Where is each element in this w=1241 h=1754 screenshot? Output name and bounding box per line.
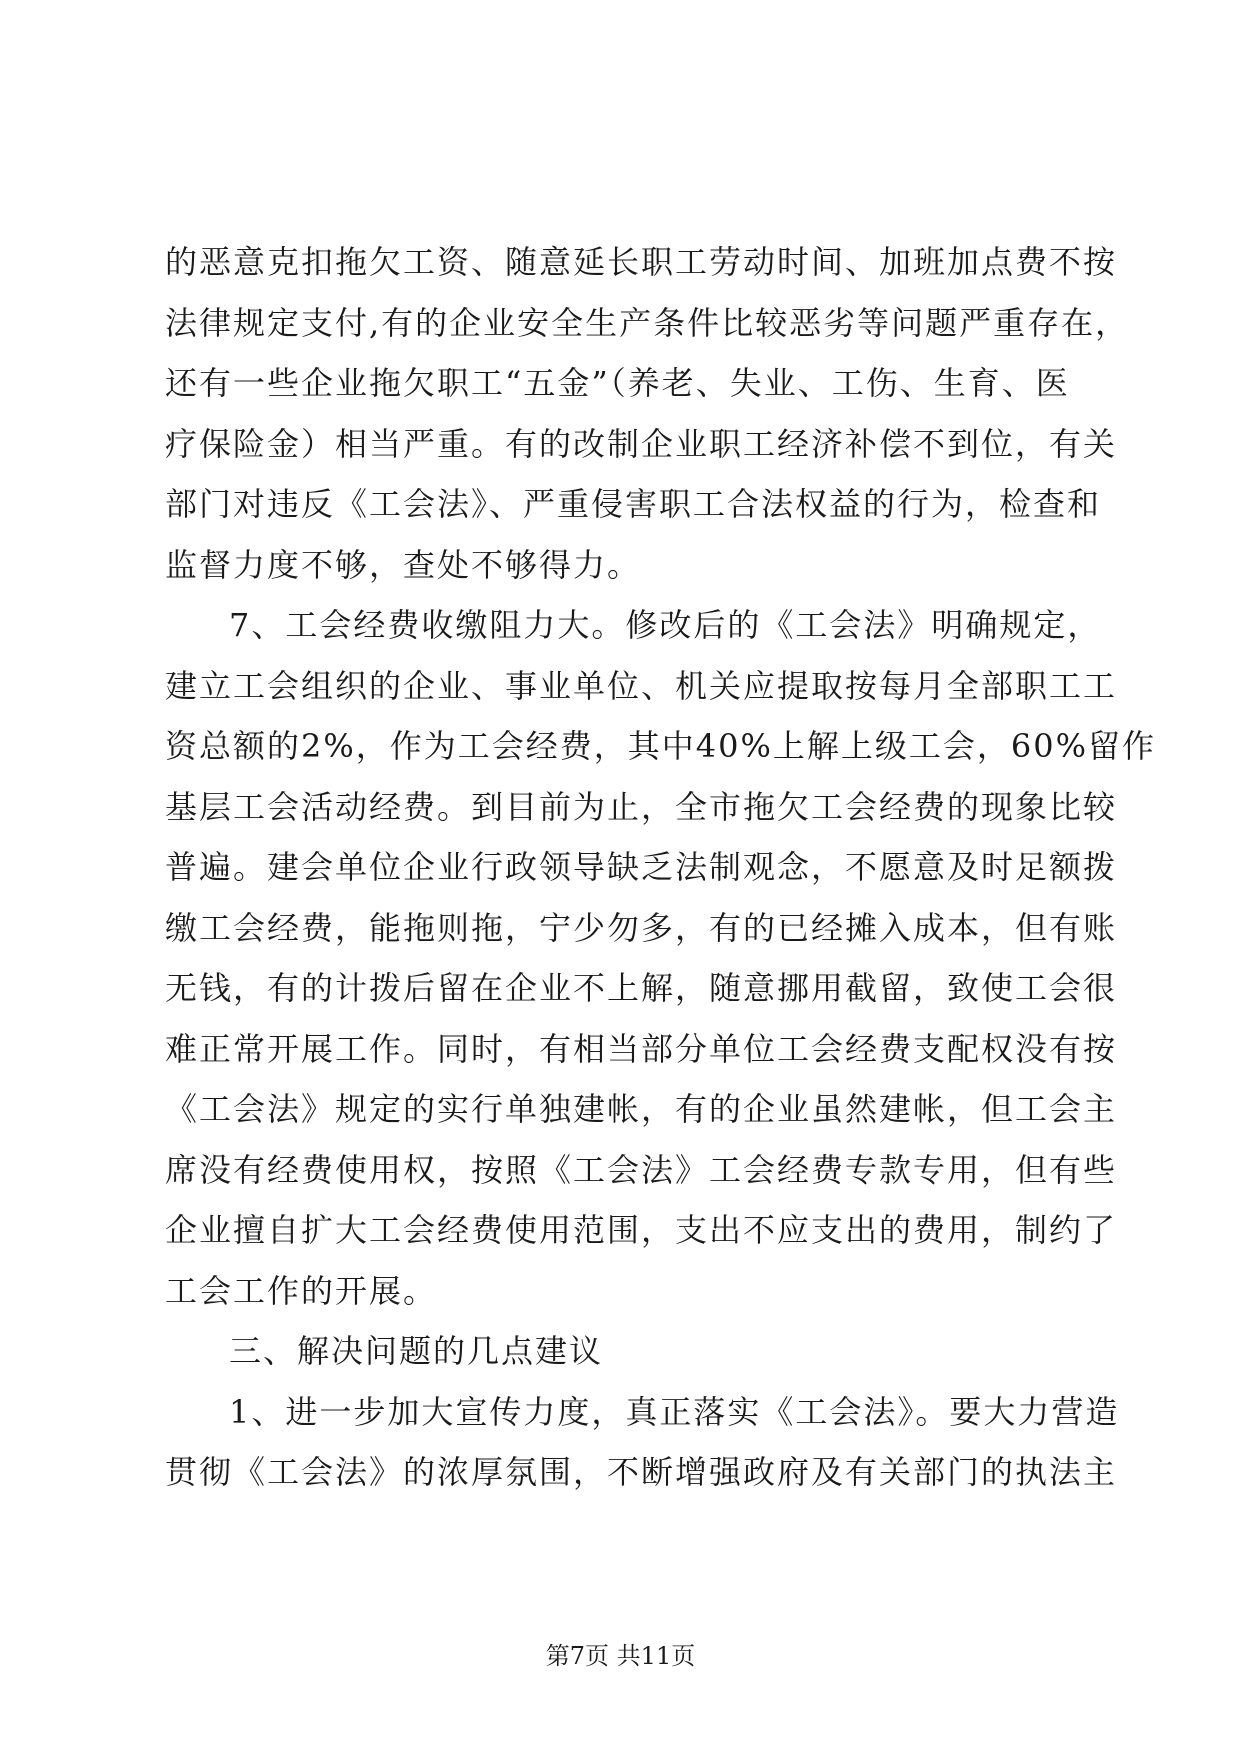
text-line: 普遍。建会单位企业行政领导缺乏法制观念，不愿意及时足额拨 <box>165 848 1118 886</box>
page-footer: 第7页 共11页 <box>545 1642 696 1670</box>
text-line: 的恶意克扣拖欠工资、随意延长职工劳动时间、加班加点费不按 <box>165 243 1118 281</box>
paragraph-heading-1: 1、进一步加大宣传力度，真正落实《工会法》。要大力营造 <box>229 1392 1120 1431</box>
paragraph-heading-7: 7、工会经费收缴阻力大。修改后的《工会法》明确规定， <box>229 606 1102 644</box>
body-text <box>165 232 1157 1503</box>
text-line: 无钱，有的计拨后留在企业不上解，随意挪用截留，致使工会很 <box>165 969 1118 1007</box>
text-line: 难正常开展工作。同时，有相当部分单位工会经费支配权没有按 <box>165 1029 1118 1068</box>
text-line: 基层工会活动经费。到目前为止，全市拖欠工会经费的现象比较 <box>165 787 1118 826</box>
text-line: 资总额的2%，作为工会经费，其中40%上解上级工会，60%留作 <box>165 727 1157 765</box>
text-line: 工会工作的开展。 <box>165 1271 438 1310</box>
section-heading: 三、解决问题的几点建议 <box>229 1332 604 1370</box>
text-line: 企业擅自扩大工会经费使用范围，支出不应支出的费用，制约了 <box>165 1211 1118 1249</box>
text-line: 席没有经费使用权，按照《工会法》工会经费专款专用，但有些 <box>165 1150 1118 1189</box>
text-line: 还有一些企业拖欠职工“五金”（养老、失业、工伤、生育、医 <box>165 364 1070 402</box>
text-line: 《工会法》规定的实行单独建帐，有的企业虽然建帐，但工会主 <box>165 1090 1118 1128</box>
text-line: 建立工会组织的企业、事业单位、机关应提取按每月全部职工工 <box>165 666 1118 705</box>
text-line: 贯彻《工会法》的浓厚氛围，不断增强政府及有关部门的执法主 <box>165 1453 1118 1491</box>
text-line: 法律规定支付,有的企业安全生产条件比较恶劣等问题严重存在， <box>165 303 1130 342</box>
text-line: 监督力度不够，查处不够得力。 <box>165 545 642 584</box>
text-line: 部门对违反《工会法》、严重侵害职工合法权益的行为，检查和 <box>165 485 1102 523</box>
text-line: 疗保险金）相当严重。有的改制企业职工经济补偿不到位，有关 <box>165 424 1118 463</box>
text-line: 缴工会经费，能拖则拖，宁少勿多，有的已经摊入成本，但有账 <box>165 908 1118 947</box>
